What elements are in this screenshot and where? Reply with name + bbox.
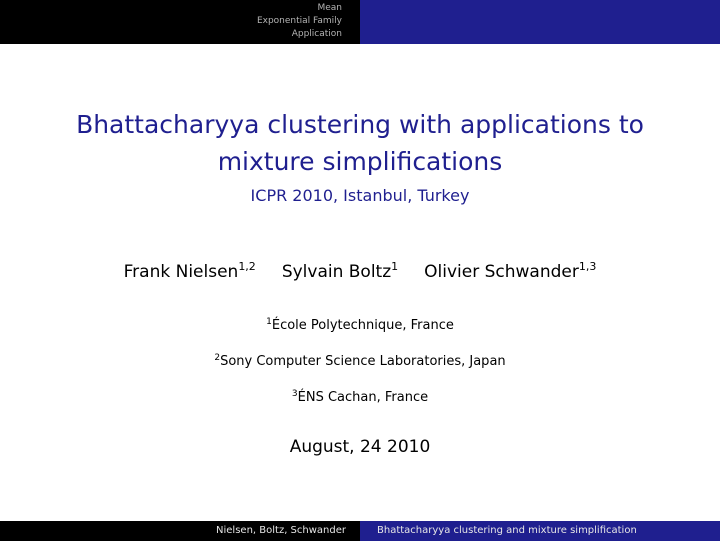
footer-short-title: Bhattacharyya clustering and mixture simplification [360, 521, 720, 541]
affiliation-1 [0, 317, 720, 335]
author-name: Olivier Schwander [424, 262, 579, 282]
slide-footer [0, 521, 720, 541]
author-affiliation-mark: 1,3 [578, 260, 597, 273]
nav-section-exponential-family[interactable]: Exponential Family [256, 16, 342, 26]
header-navigation [0, 0, 360, 44]
affiliation-mark: 2 [214, 353, 221, 363]
affiliation-3 [0, 389, 720, 407]
affiliation-text: ÉNS Cachan, France [297, 390, 429, 405]
affiliation-mark: 3 [291, 389, 298, 399]
affiliation-2 [0, 353, 720, 371]
author-3 [411, 260, 609, 284]
nav-section-application[interactable]: Application [291, 29, 342, 39]
slide-header [0, 0, 720, 44]
title-line-1: Bhattacharyya clustering with applications to [76, 110, 644, 139]
author-2 [269, 260, 411, 284]
slide-title [0, 106, 720, 180]
nav-section-mean[interactable]: Mean [317, 3, 342, 13]
conference-subtitle: ICPR 2010, Istanbul, Turkey [250, 186, 470, 205]
author-name: Sylvain Boltz [281, 262, 392, 282]
header-accent-bar [360, 0, 720, 44]
author-affiliation-mark: 1 [391, 260, 399, 273]
presentation-date: August, 24 2010 [289, 437, 431, 457]
author-affiliation-mark: 1,2 [238, 260, 256, 273]
footer-authors: Nielsen, Boltz, Schwander [0, 521, 360, 541]
affiliation-text: Sony Computer Science Laboratories, Japan [220, 354, 506, 369]
author-list [0, 260, 720, 284]
author-name: Frank Nielsen [123, 262, 239, 282]
title-line-2: mixture simplifications [217, 147, 503, 176]
author-1 [111, 260, 269, 284]
affiliation-mark: 1 [266, 317, 272, 327]
affiliation-text: École Polytechnique, France [271, 318, 454, 333]
